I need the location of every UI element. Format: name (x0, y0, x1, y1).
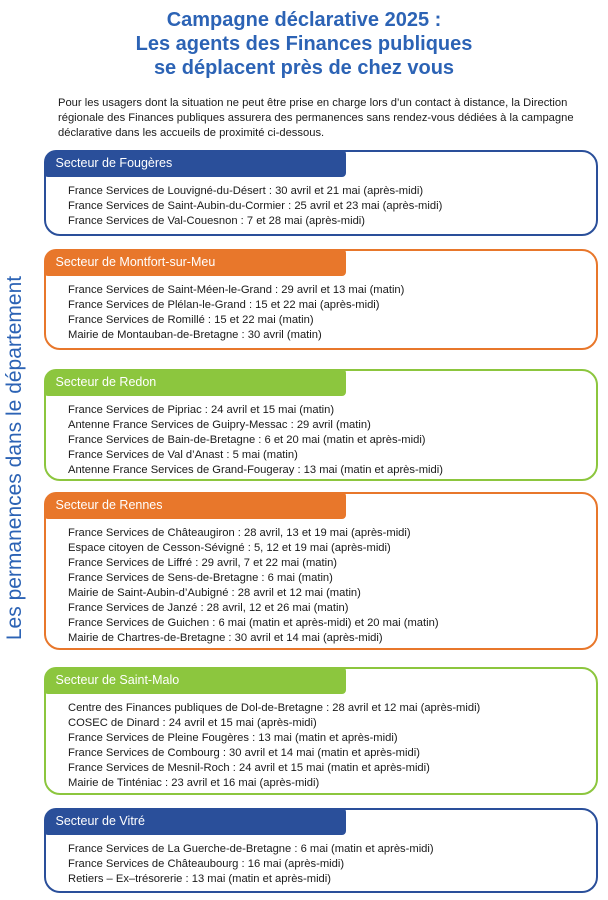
sector-list (68, 184, 588, 229)
sector-list (68, 701, 588, 791)
list-item: France Services de Romillé : 15 et 22 mai (matin) (68, 314, 314, 326)
list-item: France Services de Val-Couesnon : 7 et 28 mai (après-midi) (68, 215, 366, 227)
list-item: Antenne France Services de Grand-Fougeray : 13 mai (matin et après-midi) (68, 464, 443, 476)
sector-list (68, 526, 588, 646)
title-line-1: Campagne déclarative 2025 : (166, 9, 442, 31)
title-line-3: se déplacent près de chez vous (153, 57, 455, 79)
list-item: France Services de Guichen : 6 mai (matin et après-midi) et 20 mai (matin) (68, 617, 439, 629)
list-item: Espace citoyen de Cesson-Sévigné : 5, 12 et 19 mai (après-midi) (68, 542, 391, 554)
sector-header: Secteur de Vitré (44, 808, 346, 835)
list-item: France Services de Louvigné-du-Désert : 30 avril et 21 mai (après-midi) (68, 185, 424, 197)
sector-list (68, 403, 588, 478)
sector-card-vitre (44, 808, 598, 893)
sector-list (68, 283, 588, 343)
list-item: France Services de Janzé : 28 avril, 12 et 26 mai (matin) (68, 602, 349, 614)
list-item: Mairie de Montauban-de-Bretagne : 30 avril (matin) (68, 329, 322, 341)
side-label: Les permanences dans le département (3, 275, 26, 641)
title-line-2: Les agents des Finances publiques (135, 33, 473, 55)
list-item: France Services de Pipriac : 24 avril et 15 mai (matin) (68, 404, 335, 416)
list-item: France Services de Châteaubourg : 16 mai (après-midi) (68, 858, 345, 870)
list-item: Centre des Finances publiques de Dol-de-Bretagne : 28 avril et 12 mai (après-midi) (68, 702, 481, 714)
list-item: France Services de Mesnil-Roch : 24 avril et 15 mai (matin et après-midi) (68, 762, 430, 774)
list-item: France Services de La Guerche-de-Bretagne : 6 mai (matin et après-midi) (68, 843, 434, 855)
list-item: France Services de Liffré : 29 avril, 7 et 22 mai (matin) (68, 557, 338, 569)
list-item: France Services de Combourg : 30 avril et 14 mai (matin et après-midi) (68, 747, 420, 759)
list-item: France Services de Plélan-le-Grand : 15 et 22 mai (après-midi) (68, 299, 380, 311)
intro-paragraph: Pour les usagers dont la situation ne peut être prise en charge lors d’un contact à distance, la Direction régionale des Finances publiques assurera des permanences sans rendez-vous dédiées à la campagne déclarative dans les accueils de proximité ci-dessous. (58, 97, 574, 139)
sector-card-redon (44, 369, 598, 481)
list-item: France Services de Bain-de-Bretagne : 6 et 20 mai (matin et après-midi) (68, 434, 426, 446)
sector-header: Secteur de Montfort-sur-Meu (44, 249, 346, 276)
page-title (0, 8, 608, 80)
list-item: COSEC de Dinard : 24 avril et 15 mai (après-midi) (68, 717, 317, 729)
sector-header: Secteur de Saint-Malo (44, 667, 346, 694)
sector-list (68, 842, 588, 887)
sector-header: Secteur de Fougères (44, 150, 346, 177)
list-item: Antenne France Services de Guipry-Messac : 29 avril (matin) (68, 419, 371, 431)
list-item: France Services de Saint-Aubin-du-Cormier : 25 avril et 23 mai (après-midi) (68, 200, 443, 212)
sector-card-montfort (44, 249, 598, 350)
list-item: Mairie de Saint-Aubin-d’Aubigné : 28 avril et 12 mai (matin) (68, 587, 361, 599)
list-item: France Services de Val d’Anast : 5 mai (matin) (68, 449, 298, 461)
list-item: Mairie de Tinténiac : 23 avril et 16 mai (après-midi) (68, 777, 320, 789)
sector-card-saint-malo (44, 667, 598, 795)
list-item: Mairie de Chartres-de-Bretagne : 30 avril et 14 mai (après-midi) (68, 632, 383, 644)
list-item: France Services de Pleine Fougères : 13 mai (matin et après-midi) (68, 732, 398, 744)
list-item: Retiers – Ex–trésorerie : 13 mai (matin et après-midi) (68, 873, 331, 885)
list-item: France Services de Sens-de-Bretagne : 6 mai (matin) (68, 572, 333, 584)
list-item: France Services de Saint-Méen-le-Grand : 29 avril et 13 mai (matin) (68, 284, 405, 296)
sector-card-rennes (44, 492, 598, 650)
sector-header: Secteur de Redon (44, 369, 346, 396)
sector-card-fougeres (44, 150, 598, 236)
list-item: France Services de Châteaugiron : 28 avril, 13 et 19 mai (après-midi) (68, 527, 411, 539)
sector-header: Secteur de Rennes (44, 492, 346, 519)
